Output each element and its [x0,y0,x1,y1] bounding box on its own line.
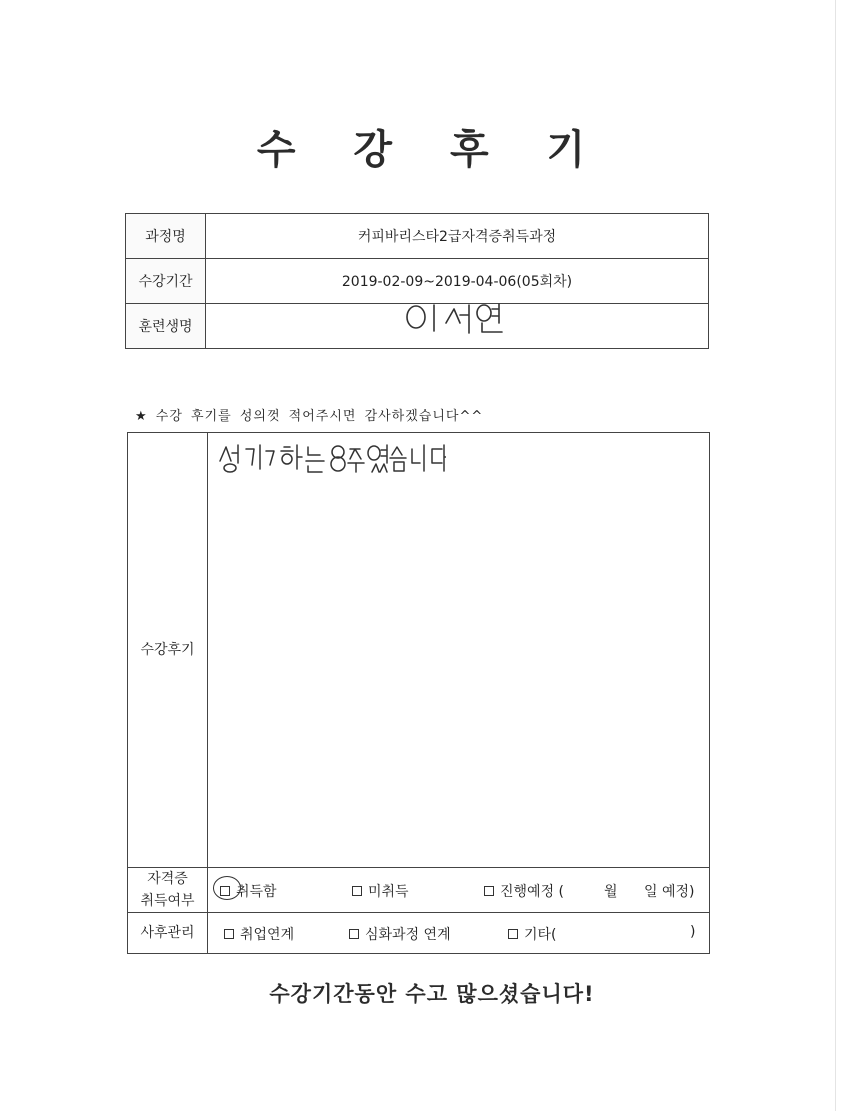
option-employment-label: 취업연계 [240,927,295,943]
option-obtained-label: 취득함 [236,884,277,900]
course-label: 과정명 [126,214,206,259]
option-not-obtained-label: 미취득 [368,884,409,900]
handwritten-trainee-name [402,301,512,339]
aftercare-options [208,913,710,954]
checkbox-obtained[interactable] [220,886,230,896]
handwritten-name-drawing [402,301,512,335]
handwritten-review-drawing [216,441,446,475]
trainee-name-field[interactable] [206,304,709,349]
option-in-progress[interactable] [484,881,564,901]
period-value: 2019-02-09~2019-04-06(05회차) [206,259,709,304]
option-in-progress-label: 진행예정 ( [500,884,565,900]
checkbox-in-progress[interactable] [484,886,494,896]
checkbox-not-obtained[interactable] [352,886,362,896]
option-other[interactable] [508,924,557,944]
closing-message: 수강기간동안 수고 많으셨습니다! [269,982,595,1006]
page-title: 수 강 후 기 [256,127,608,173]
handwritten-review [216,441,446,479]
trainee-row [126,304,709,349]
certificate-label-line1: 자격증 [147,871,188,887]
option-advanced-course[interactable] [349,924,451,944]
option-other-label: 기타( [524,927,557,943]
certificate-label-line2: 취득여부 [140,893,195,909]
option-employment[interactable] [224,924,294,944]
option-other-close: ) [690,924,696,940]
course-value: 커피바리스타2급자격증취득과정 [206,214,709,259]
period-row [126,259,709,304]
course-row [126,214,709,259]
review-label: 수강후기 [128,433,208,868]
aftercare-label: 사후관리 [128,913,208,954]
month-field: 월 [604,884,618,900]
trainee-label: 훈련생명 [126,304,206,349]
checkbox-employment[interactable] [224,929,234,939]
option-not-obtained[interactable] [352,881,409,901]
certificate-label [128,868,208,913]
review-field[interactable] [208,433,710,868]
aftercare-row [128,913,710,954]
option-obtained[interactable] [220,881,277,901]
review-row [128,433,710,868]
certificate-row [128,868,710,913]
certificate-options [208,868,710,913]
course-info-table [125,213,709,349]
checkbox-other[interactable] [508,929,518,939]
option-advanced-course-label: 심화과정 연계 [365,927,451,943]
period-label: 수강기간 [126,259,206,304]
review-table [127,432,710,954]
checkbox-advanced-course[interactable] [349,929,359,939]
instruction-note: ★ 수강 후기를 성의껏 적어주시면 감사하겠습니다^^ [135,409,484,424]
day-scheduled-field: 일 예정) [644,884,695,900]
